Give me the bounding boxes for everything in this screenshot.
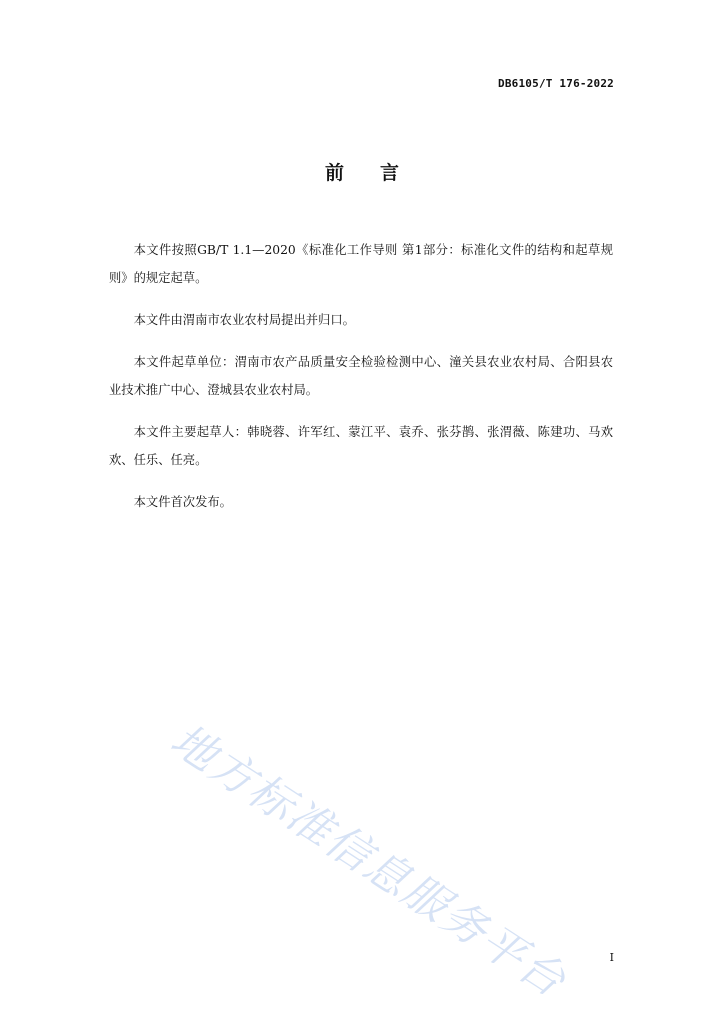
page-number: I bbox=[609, 951, 614, 964]
paragraph-drafting-basis: 本文件按照GB/T 1.1—2020《标准化工作导则 第1部分：标准化文件的结构和起草规则》的规定起草。 bbox=[109, 243, 613, 285]
document-id: DB6105/T 176-2022 bbox=[498, 77, 614, 90]
page-title bbox=[0, 158, 724, 185]
paragraph-drafting-units: 本文件起草单位：渭南市农产品质量安全检验检测中心、潼关县农业农村局、合阳县农业技术推广中心、澄城县农业农村局。 bbox=[109, 355, 613, 397]
title-char-2: 言 bbox=[380, 162, 400, 184]
paragraph-first-release: 本文件首次发布。 bbox=[133, 495, 232, 509]
paragraph-proposer: 本文件由渭南市农业农村局提出并归口。 bbox=[133, 313, 355, 327]
watermark: 地方标准信息服务平台 bbox=[161, 714, 576, 1008]
paragraph-drafters: 本文件主要起草人：韩晓蓉、许军红、蒙江平、袁乔、张芬鹊、张渭薇、陈建功、马欢欢、任乐、任亮。 bbox=[109, 425, 613, 467]
foreword-body bbox=[109, 236, 613, 530]
title-char-1: 前 bbox=[324, 162, 344, 184]
